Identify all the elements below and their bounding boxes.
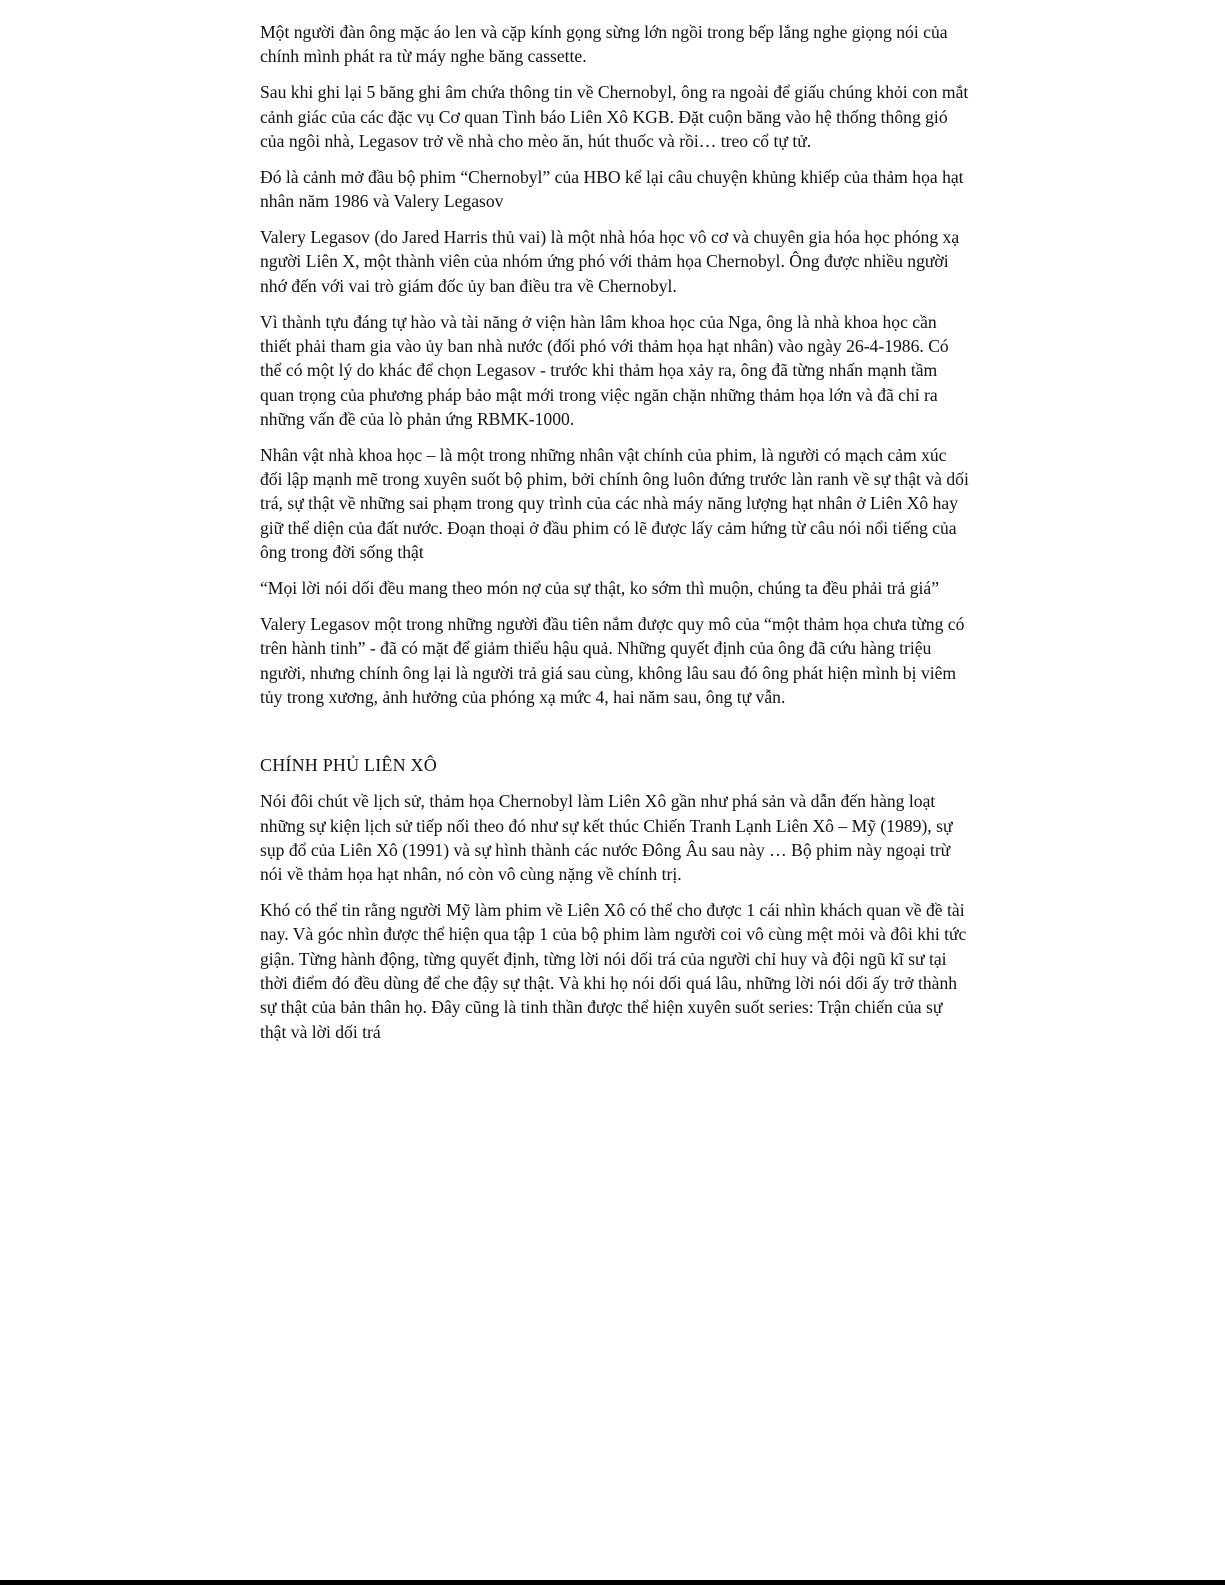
paragraph-legasov-bio: Valery Legasov (do Jared Harris thủ vai) là một nhà hóa học vô cơ và chuyên gia hóa học phóng xạ người Liên X, một thành viên của nhóm ứng phó với thảm họa Chernobyl. Ông được nhiều người nhớ đến với vai trò giám đốc ủy ban điều tra về Chernobyl. (260, 227, 960, 296)
paragraph-perspective: Khó có thể tin rằng người Mỹ làm phim về Liên Xô có thể cho được 1 cái nhìn khách quan về đề tài nay. Và góc nhìn được thể hiện qua tập 1 của bộ phim làm người coi vô cùng mệt mỏi và đôi khi tức giận. Từng hành động, từng quyết định, từng lời nói dối trá của người chỉ huy và đội ngũ kĩ sư tại thời điểm đó đều dùng để che đậy sự thật. Và khi họ nói dối quá lâu, những lời nói dối ấy trở thành sự thật của bản thân họ. Đây cũng là tinh thần được thể hiện xuyên suốt series: Trận chiến của sự thật và lời dối trá (260, 900, 967, 1042)
page-bottom-border (0, 1580, 1225, 1585)
paragraph-tapes: Sau khi ghi lại 5 băng ghi âm chứa thông tin về Chernobyl, ông ra ngoài để giấu chúng khỏi con mắt cảnh giác của các đặc vụ Cơ quan Tình báo Liên Xô KGB. Đặt cuộn băng vào hệ thống thông gió của ngôi nhà, Legasov trở về nhà cho mèo ăn, hút thuốc và rồi… treo cổ tự tử. (260, 82, 969, 151)
document-page (260, 20, 972, 1056)
paragraph-hbo-intro: Đó là cảnh mở đầu bộ phim “Chernobyl” của HBO kể lại câu chuyện khủng khiếp của thảm họa hạt nhân năm 1986 và Valery Legasov (260, 166, 964, 212)
paragraph-history: Nói đôi chút về lịch sử, thảm họa Chernobyl làm Liên Xô gần như phá sản và dẫn đến hàng loạt những sự kiện lịch sử tiếp nối theo đó như sự kết thúc Chiến Tranh Lạnh Liên Xô – Mỹ (1989), sự sụp đổ của Liên Xô (1991) và sự hình thành các nước Đông Âu sau này … Bộ phim này ngoại trừ nói về thảm họa hạt nhân, nó còn vô cùng nặng về chính trị. (260, 791, 953, 885)
paragraph-academy: Vì thành tựu đáng tự hào và tài năng ở viện hàn lâm khoa học của Nga, ông là nhà khoa học cần thiết phải tham gia vào ủy ban nhà nước (đối phó với thảm họa hạt nhân) vào ngày 26-4-1986. Có thể có một lý do khác để chọn Legasov - trước khi thảm họa xảy ra, ông đã từng nhấn mạnh tầm quan trọng của phương pháp bảo mật mới trong việc ngăn chặn những thảm họa lớn và đã chỉ ra những vấn đề của lò phản ứng RBMK-1000. (260, 311, 949, 429)
paragraph-quote: “Mọi lời nói dối đều mang theo món nợ của sự thật, ko sớm thì muộn, chúng ta đều phải trả giá” (260, 578, 940, 599)
paragraph-consequences: Valery Legasov một trong những người đầu tiên nắm được quy mô của “một thảm họa chưa từng có trên hành tinh” - đã có mặt để giảm thiểu hậu quả. Những quyết định của ông đã cứu hàng triệu người, nhưng chính ông lại là người trả giá sau cùng, không lâu sau đó ông phát hiện mình bị viêm tủy trong xương, ảnh hưởng của phóng xạ mức 4, hai năm sau, ông tự vẫn. (260, 614, 965, 707)
paragraph-character: Nhân vật nhà khoa học – là một trong những nhân vật chính của phim, là người có mạch cảm xúc đối lập mạnh mẽ trong xuyên suốt bộ phim, bởi chính ông luôn đứng trước làn ranh về sự thật và dối trá, sự thật về những sai phạm trong quy trình của các nhà máy năng lượng hạt nhân ở Liên Xô hay giữ thể diện của đất nước. Đoạn thoại ở đầu phim có lẽ được lấy cảm hứng từ câu nói nổi tiếng của ông trong đời sống thật (260, 444, 969, 563)
section-heading: CHÍNH PHỦ LIÊN XÔ (260, 755, 437, 776)
paragraph-opening-scene: Một người đàn ông mặc áo len và cặp kính gọng sừng lớn ngồi trong bếp lắng nghe giọng nói của chính mình phát ra từ máy nghe băng cassette. (260, 22, 948, 67)
